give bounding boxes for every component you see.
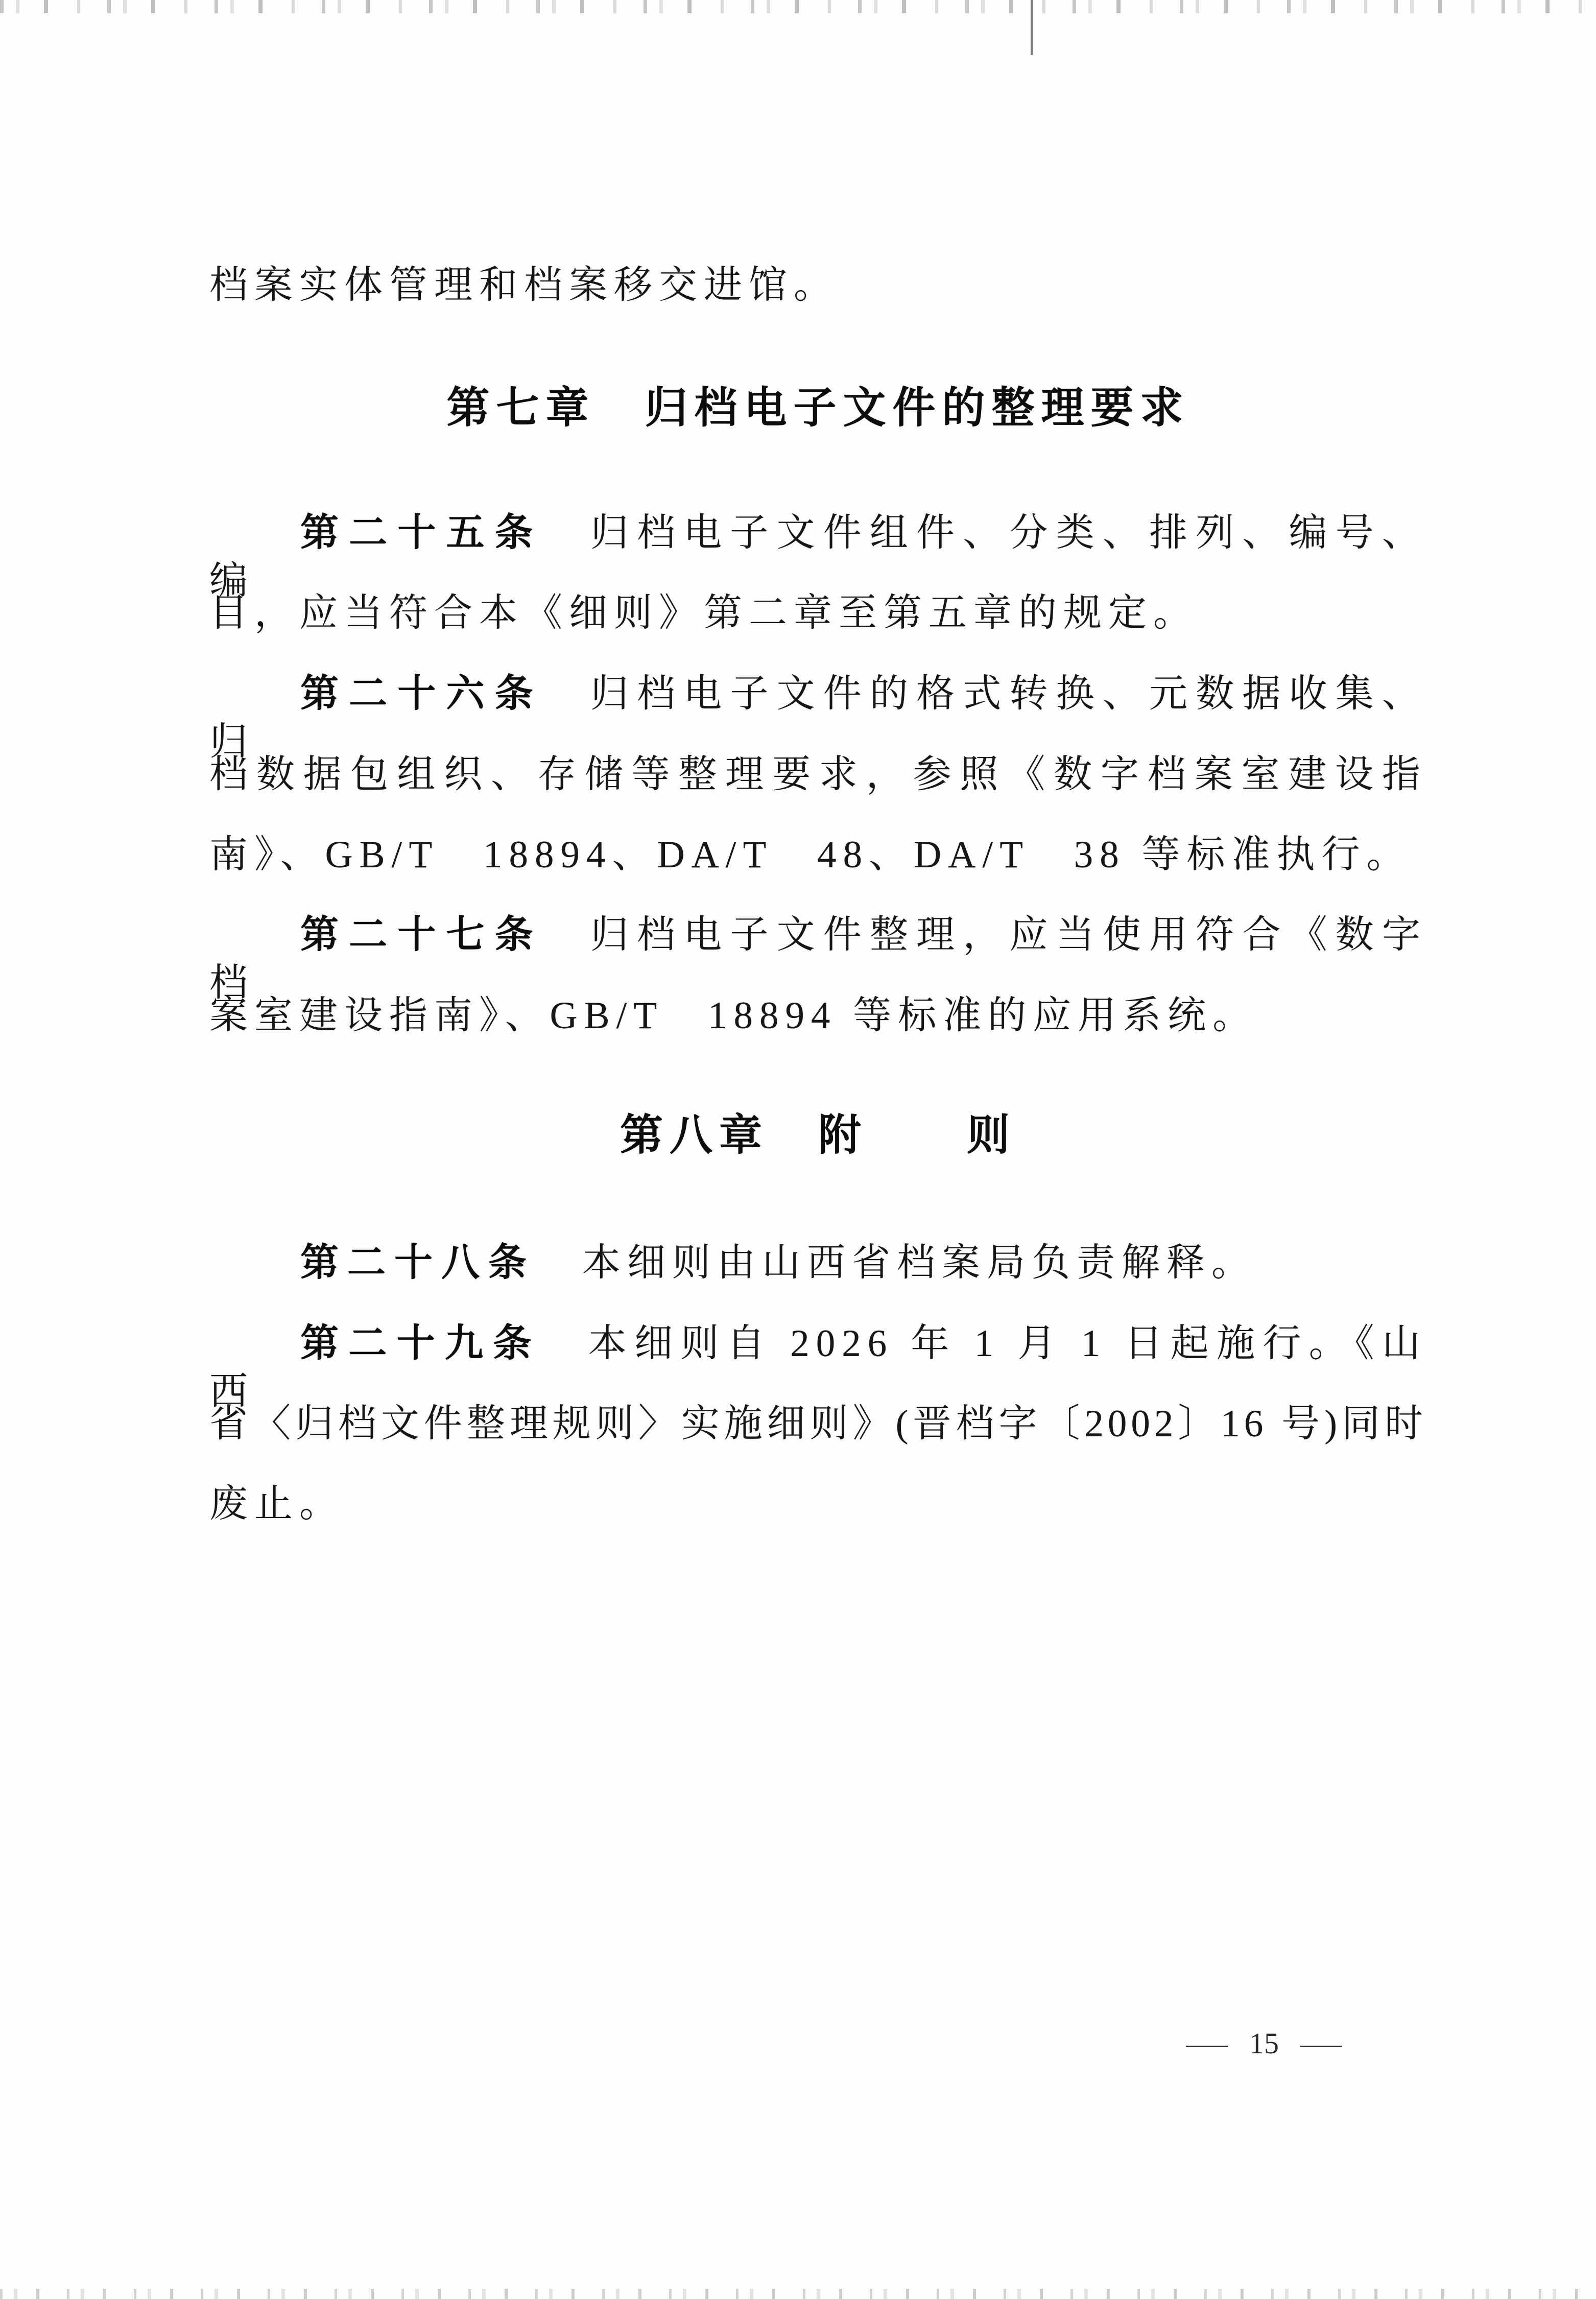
article-number: 第二十五条	[300, 511, 543, 554]
body-line	[209, 991, 1427, 1040]
footer-dash-left: —	[1186, 2027, 1228, 2060]
body-line	[209, 830, 1427, 879]
page-footer	[1186, 2024, 1342, 2064]
body-line	[209, 588, 1427, 637]
line-text: 归档电子文件组件、分类、排列、编号、编	[209, 512, 1427, 602]
chapter-eight-heading: 第八章 附 则	[620, 1111, 1016, 1159]
line-text: 档数据包组织、存储等整理要求，参照《数字档案室建设指	[209, 753, 1427, 796]
line-text: 废止。	[209, 1483, 345, 1525]
page-number: 15	[1249, 2027, 1279, 2060]
article-number: 第二十九条	[300, 1321, 541, 1364]
line-text: 归档电子文件整理，应当使用符合《数字档	[209, 914, 1427, 1004]
body-line	[209, 1238, 1427, 1287]
chapter-seven-heading: 第七章 归档电子文件的整理要求	[446, 384, 1190, 432]
body-line	[209, 1479, 1427, 1528]
body-line	[209, 260, 1427, 310]
line-text: 档案实体管理和档案移交进馆。	[209, 264, 839, 306]
line-text: 本细则自 2026 年 1 月 1 日起施行。《山西	[209, 1322, 1427, 1413]
body-line	[209, 1399, 1427, 1448]
body-line	[209, 750, 1427, 799]
footer-dash-right: —	[1300, 2027, 1342, 2060]
line-text: 省〈归档文件整理规则〉实施细则》(晋档字〔2002〕16 号)同时	[209, 1403, 1427, 1445]
line-text: 归档电子文件的格式转换、元数据收集、归	[209, 673, 1427, 763]
line-text: 本细则由山西省档案局负责解释。	[582, 1242, 1257, 1284]
article-number: 第二十七条	[300, 913, 543, 956]
article-number: 第二十六条	[300, 672, 543, 715]
line-text: 案室建设指南》、GB/T 18894 等标准的应用系统。	[209, 994, 1258, 1037]
line-text: 目，应当符合本《细则》第二章至第五章的规定。	[209, 592, 1199, 634]
line-text: 南》、GB/T 18894、DA/T 48、DA/T 38 等标准执行。	[209, 834, 1412, 876]
article-number: 第二十八条	[300, 1241, 536, 1284]
text-column	[209, 0, 1427, 2299]
